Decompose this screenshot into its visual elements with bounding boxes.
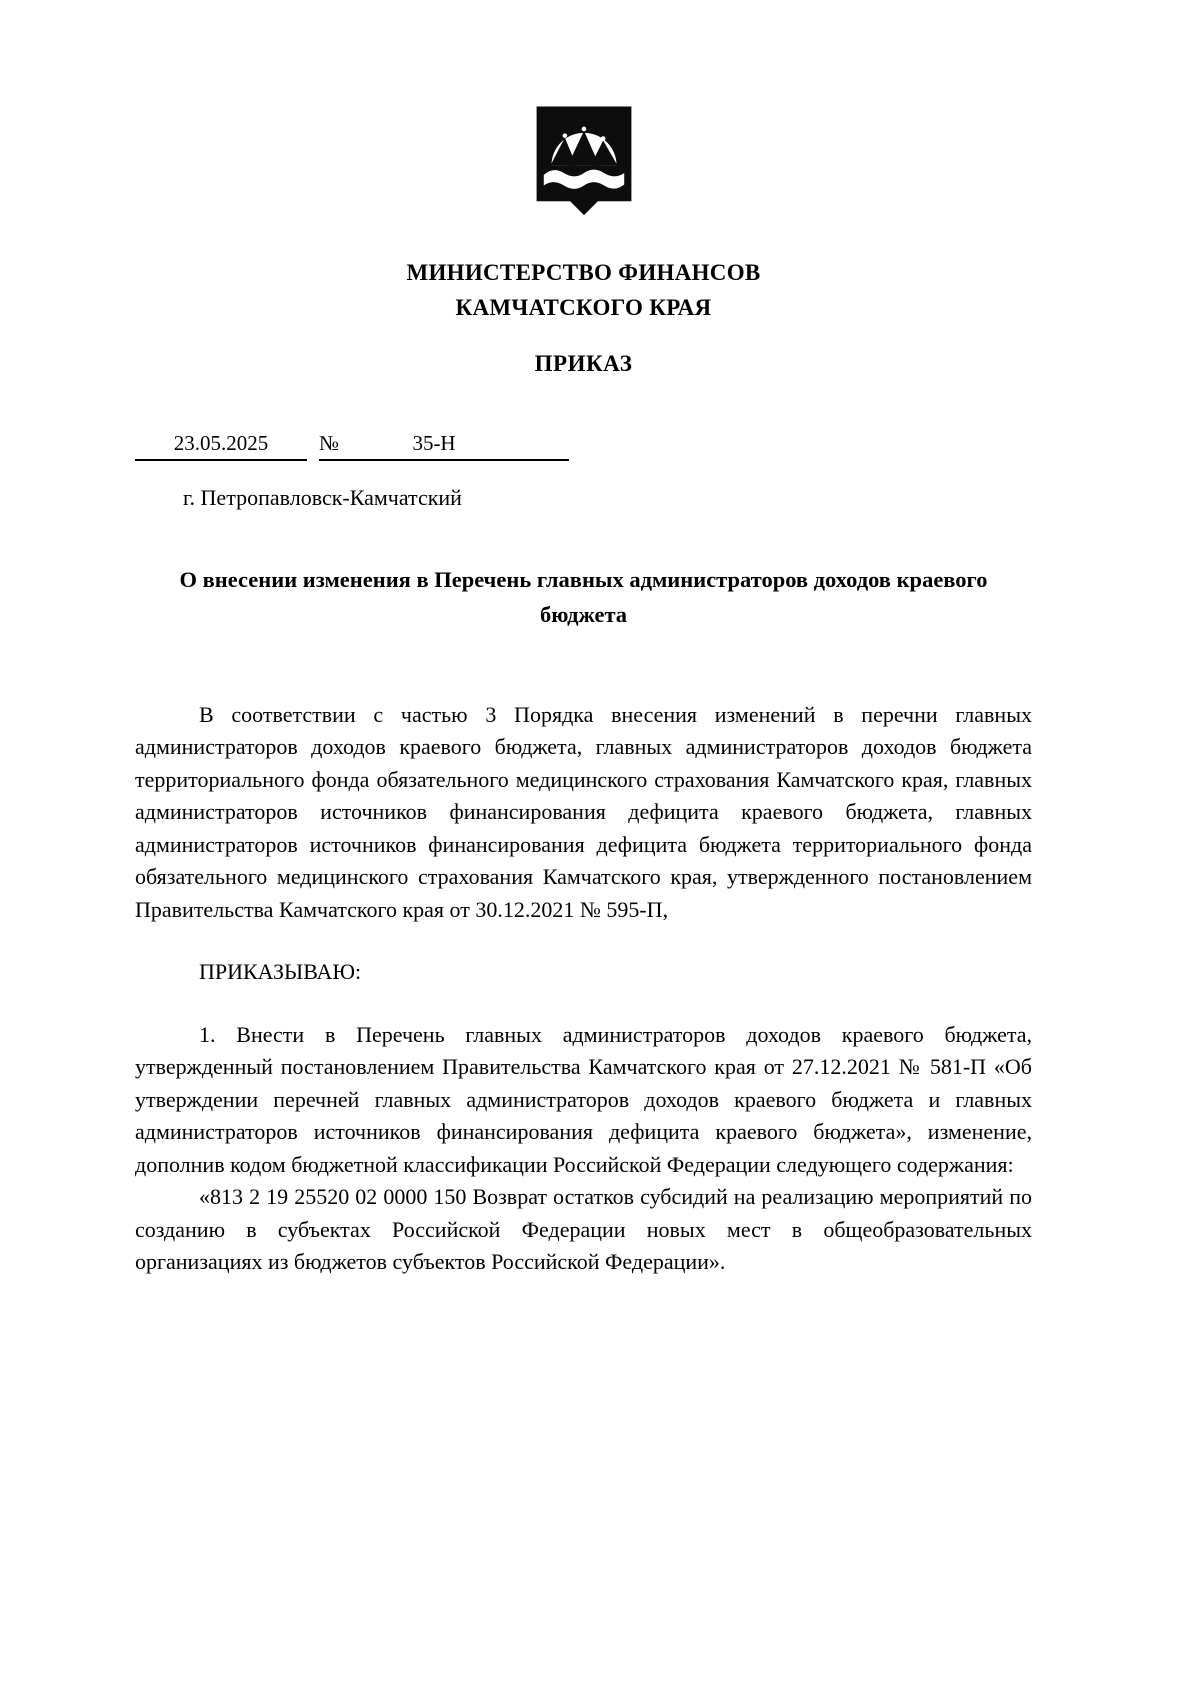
date-field — [135, 431, 307, 461]
paragraph-item-1: 1. Внести в Перечень главных администраторов доходов краевого бюджета, утвержденный постановлением Правительства Камчатского края от 27.12.2021 № 581-П «Об утверждении перечней главных администраторов доходов краевого бюджета и главных администраторов источников финансирования дефицита краевого бюджета», изменение, дополнив кодом бюджетной классификации Российской Федерации следующего содержания: — [135, 1021, 1032, 1177]
ministry-name-line2: КАМЧАТСКОГО КРАЯ — [455, 294, 712, 320]
document-title: О внесении изменения в Перечень главных администраторов доходов краевого бюджета — [179, 567, 988, 627]
paragraph-intro: В соответствии с частью 3 Порядка внесения изменений в перечни главных администраторов доходов краевого бюджета, главных администраторов доходов бюджета территориального фонда обязательного медицинского страхования Камчатского края, главных администраторов источников финансирования дефицита краевого бюджета, главных администраторов источников финансирования дефицита бюджета территориального фонда обязательного медицинского страхования Камчатского края, утвержденного постановлением Правительства Камчатского края от 30.12.2021 № 595-П, — [135, 701, 1032, 922]
document-type-heading: ПРИКАЗ — [534, 351, 633, 376]
city-line: г. Петропавловск-Камчатский — [183, 485, 462, 510]
kamchatka-coat-of-arms-icon — [536, 106, 632, 219]
number-field — [319, 431, 569, 461]
ministry-name — [135, 256, 1032, 325]
paragraph-order-word: ПРИКАЗЫВАЮ: — [199, 959, 362, 985]
document-content — [135, 0, 1032, 1279]
date-number-line — [135, 431, 1032, 461]
number-value: 35-Н — [412, 431, 456, 455]
coat-of-arms-emblem — [135, 106, 1032, 224]
number-sign: № — [319, 431, 340, 455]
date-value: 23.05.2025 — [173, 431, 269, 455]
paragraph-budget-code: «813 2 19 25520 02 0000 150 Возврат остатков субсидий на реализацию мероприятий по созданию в субъектах Российской Федерации новых мест в общеобразовательных организациях из бюджетов субъектов Российской Федерации». — [135, 1184, 1032, 1275]
ministry-name-line1: МИНИСТЕРСТВО ФИНАНСОВ — [406, 260, 761, 285]
